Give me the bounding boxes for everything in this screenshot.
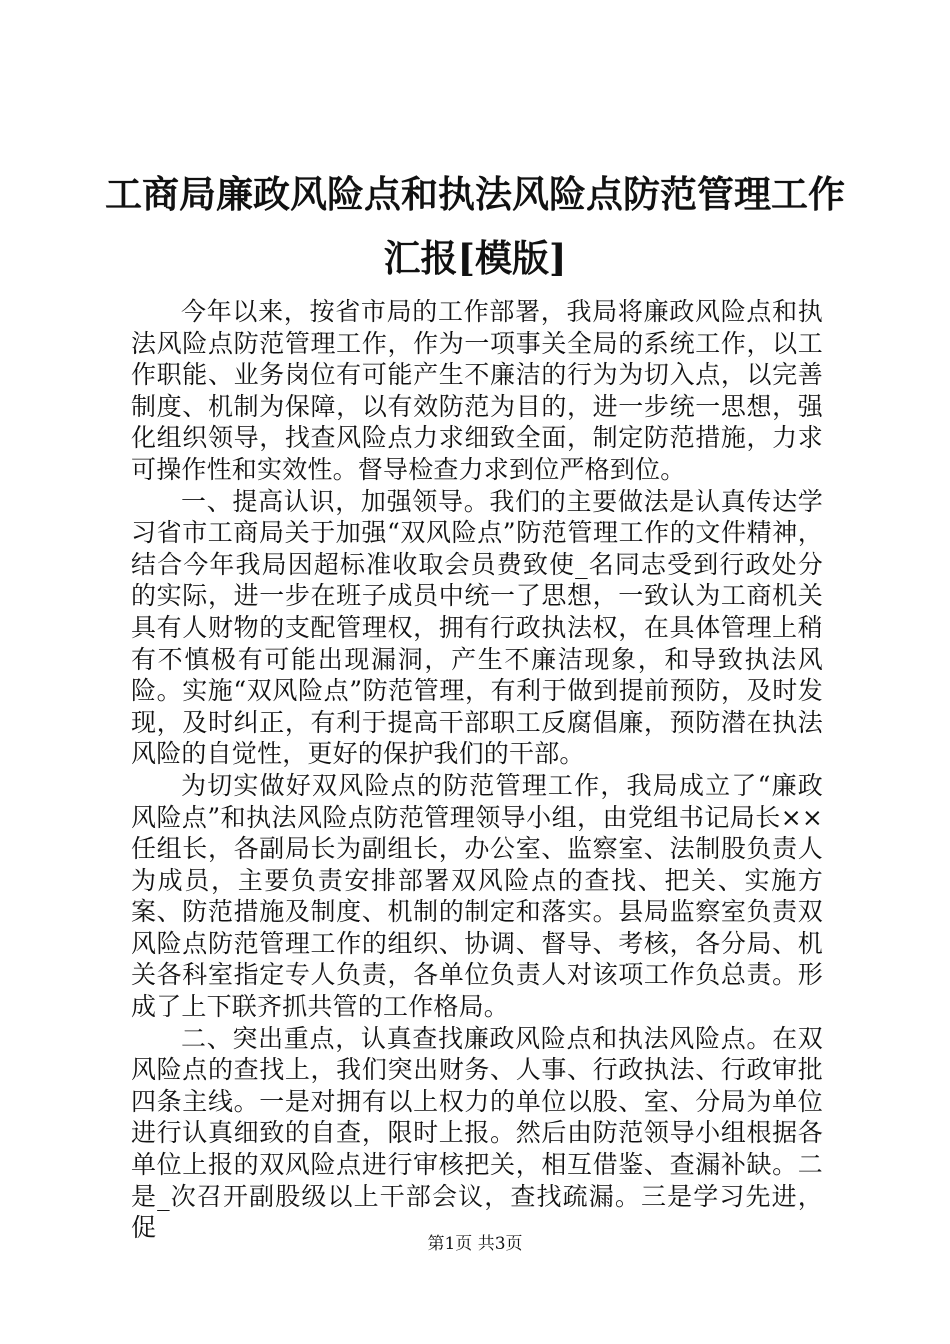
- document-body: [131, 296, 823, 1244]
- paragraph-section-1: 一、提高认识，加强领导。我们的主要做法是认真传达学习省市工商局关于加强“双风险点”防范管理工作的文件精神，结合今年我局因超标准收取会员费致使_名同志受到行政处分的实际，进一步在班子成员中统一了思想，一致认为工商机关具有人财物的支配管理权，拥有行政执法权，在具体管理上稍有不慎极有可能出现漏洞，产生不廉洁现象，和导致执法风险。实施“双风险点”防范管理，有利于做到提前预防，及时发现，及时纠正，有利于提高干部职工反腐倡廉，预防潜在执法风险的自觉性，更好的保护我们的干部。: [131, 486, 823, 769]
- title-line-2: 汇报[模版]: [383, 236, 567, 280]
- paragraph-leadership-group: 为切实做好双风险点的防范管理工作，我局成立了“廉政风险点”和执法风险点防范管理领导小组，由党组书记局长××任组长，各副局长为副组长，办公室、监察室、法制股负责人为成员，主要负责安排部署双风险点的查找、把关、实施方案、防范措施及制度、机制的制定和落实。县局监察室负责双风险点防范管理工作的组织、协调、督导、考核，各分局、机关各科室指定专人负责，各单位负责人对该项工作负总责。形成了上下联齐抓共管的工作格局。: [131, 770, 823, 1022]
- paragraph-intro: 今年以来，按省市局的工作部署，我局将廉政风险点和执法风险点防范管理工作，作为一项事关全局的系统工作，以工作职能、业务岗位有可能产生不廉洁的行为为切入点，以完善制度、机制为保障，以有效防范为目的，进一步统一思想，强化组织领导，找查风险点力求细致全面，制定防范措施，力求可操作性和实效性。督导检查力求到位严格到位。: [131, 297, 823, 484]
- title-line-1: 工商局廉政风险点和执法风险点防范管理工作: [105, 172, 845, 216]
- document-title: [100, 172, 850, 280]
- paragraph-section-2: 二、突出重点，认真查找廉政风险点和执法风险点。在双风险点的查找上，我们突出财务、人事、行政执法、行政审批四条主线。一是对拥有以上权力的单位以股、室、分局为单位进行认真细致的自查，限时上报。然后由防范领导小组根据各单位上报的双风险点进行审核把关，相互借鉴、查漏补缺。二是_次召开副股级以上干部会议，查找疏漏。三是学习先进，促: [131, 1023, 823, 1243]
- page-number-footer: 第1页 共3页: [427, 1234, 523, 1254]
